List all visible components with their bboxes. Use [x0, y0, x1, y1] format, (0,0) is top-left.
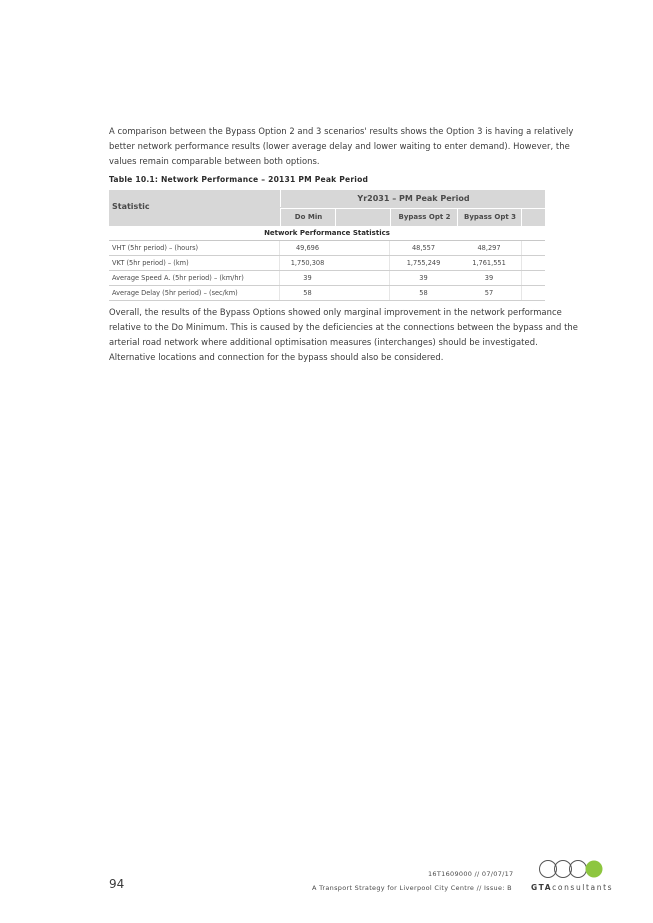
cell-divider [279, 256, 280, 270]
cell-divider [389, 256, 390, 270]
footer-reference: 16T1609000 // 07/07/17 [428, 870, 514, 878]
subheader-bypass-opt-2: Bypass Opt 2 [390, 208, 458, 226]
table-caption: Table 10.1: Network Performance – 20131 PM Peak Period [109, 175, 369, 184]
table-row [109, 241, 545, 256]
row-opt2: 58 [419, 289, 428, 297]
footer-document-title: A Transport Strategy for Liverpool City Centre // Issue: B [312, 884, 512, 892]
page-number: 94 [109, 877, 125, 891]
row-opt3: 1,761,551 [472, 259, 506, 267]
cell-divider [389, 286, 390, 300]
subheader-bypass-opt-3: Bypass Opt 3 [457, 208, 522, 226]
row-label: VHT (5hr period) – (hours) [112, 244, 199, 252]
row-label: Average Speed A. (5hr period) – (km/hr) [112, 274, 244, 282]
row-opt2: 1,755,249 [406, 259, 441, 267]
row-do-min: 1,750,308 [290, 259, 325, 267]
cell-divider [521, 256, 522, 270]
table-row [109, 256, 545, 271]
table-row [109, 271, 545, 286]
table-header [109, 190, 545, 226]
row-do-min: 58 [303, 289, 312, 297]
row-do-min: 39 [303, 274, 312, 282]
network-performance-table [109, 190, 545, 301]
row-opt2: 39 [419, 274, 428, 282]
cell-divider [279, 271, 280, 285]
header-statistic: Statistic [112, 202, 150, 211]
logo-green-dot [586, 861, 603, 878]
subheader-empty-2 [521, 208, 546, 226]
section-title: Network Performance Statistics [109, 226, 545, 241]
logo-text [531, 883, 613, 892]
intro-paragraph: A comparison between the Bypass Option 2 and 3 scenarios' results shows the Option 3 is having a relatively better network performance results (lower average delay and lower waiting to enter demand). However, the values remain comparable between both options. [109, 126, 574, 166]
subheader-do-min: Do Min [280, 208, 336, 226]
table-row [109, 286, 545, 301]
row-opt2: 48,557 [411, 244, 436, 252]
row-opt3: 39 [484, 274, 494, 282]
row-label: VKT (5hr period) – (km) [112, 259, 189, 267]
row-label: Average Delay (5hr period) – (sec/km) [112, 289, 238, 297]
row-do-min: 49,696 [295, 244, 320, 252]
cell-divider [389, 271, 390, 285]
conclusion-paragraph: Overall, the results of the Bypass Options showed only marginal improvement in the network performance relative to the Do Minimum. This is caused by the deficiencies at the connections between the bypass and the arterial road network where additional optimisation measures (interchanges) should be investigated. Alternative locations and connection for the bypass should also be considered. [109, 307, 578, 362]
cell-divider [279, 286, 280, 300]
subheader-empty-1 [335, 208, 391, 226]
logo-prefix: GTA [531, 883, 553, 892]
cell-divider [279, 241, 280, 255]
header-period: Yr2031 – PM Peak Period [280, 190, 546, 207]
row-opt3: 48,297 [477, 244, 501, 252]
row-opt3: 57 [484, 289, 494, 297]
cell-divider [389, 241, 390, 255]
cell-divider [521, 241, 522, 255]
cell-divider [521, 271, 522, 285]
cell-divider [521, 286, 522, 300]
logo-suffix: consultants [552, 883, 614, 892]
